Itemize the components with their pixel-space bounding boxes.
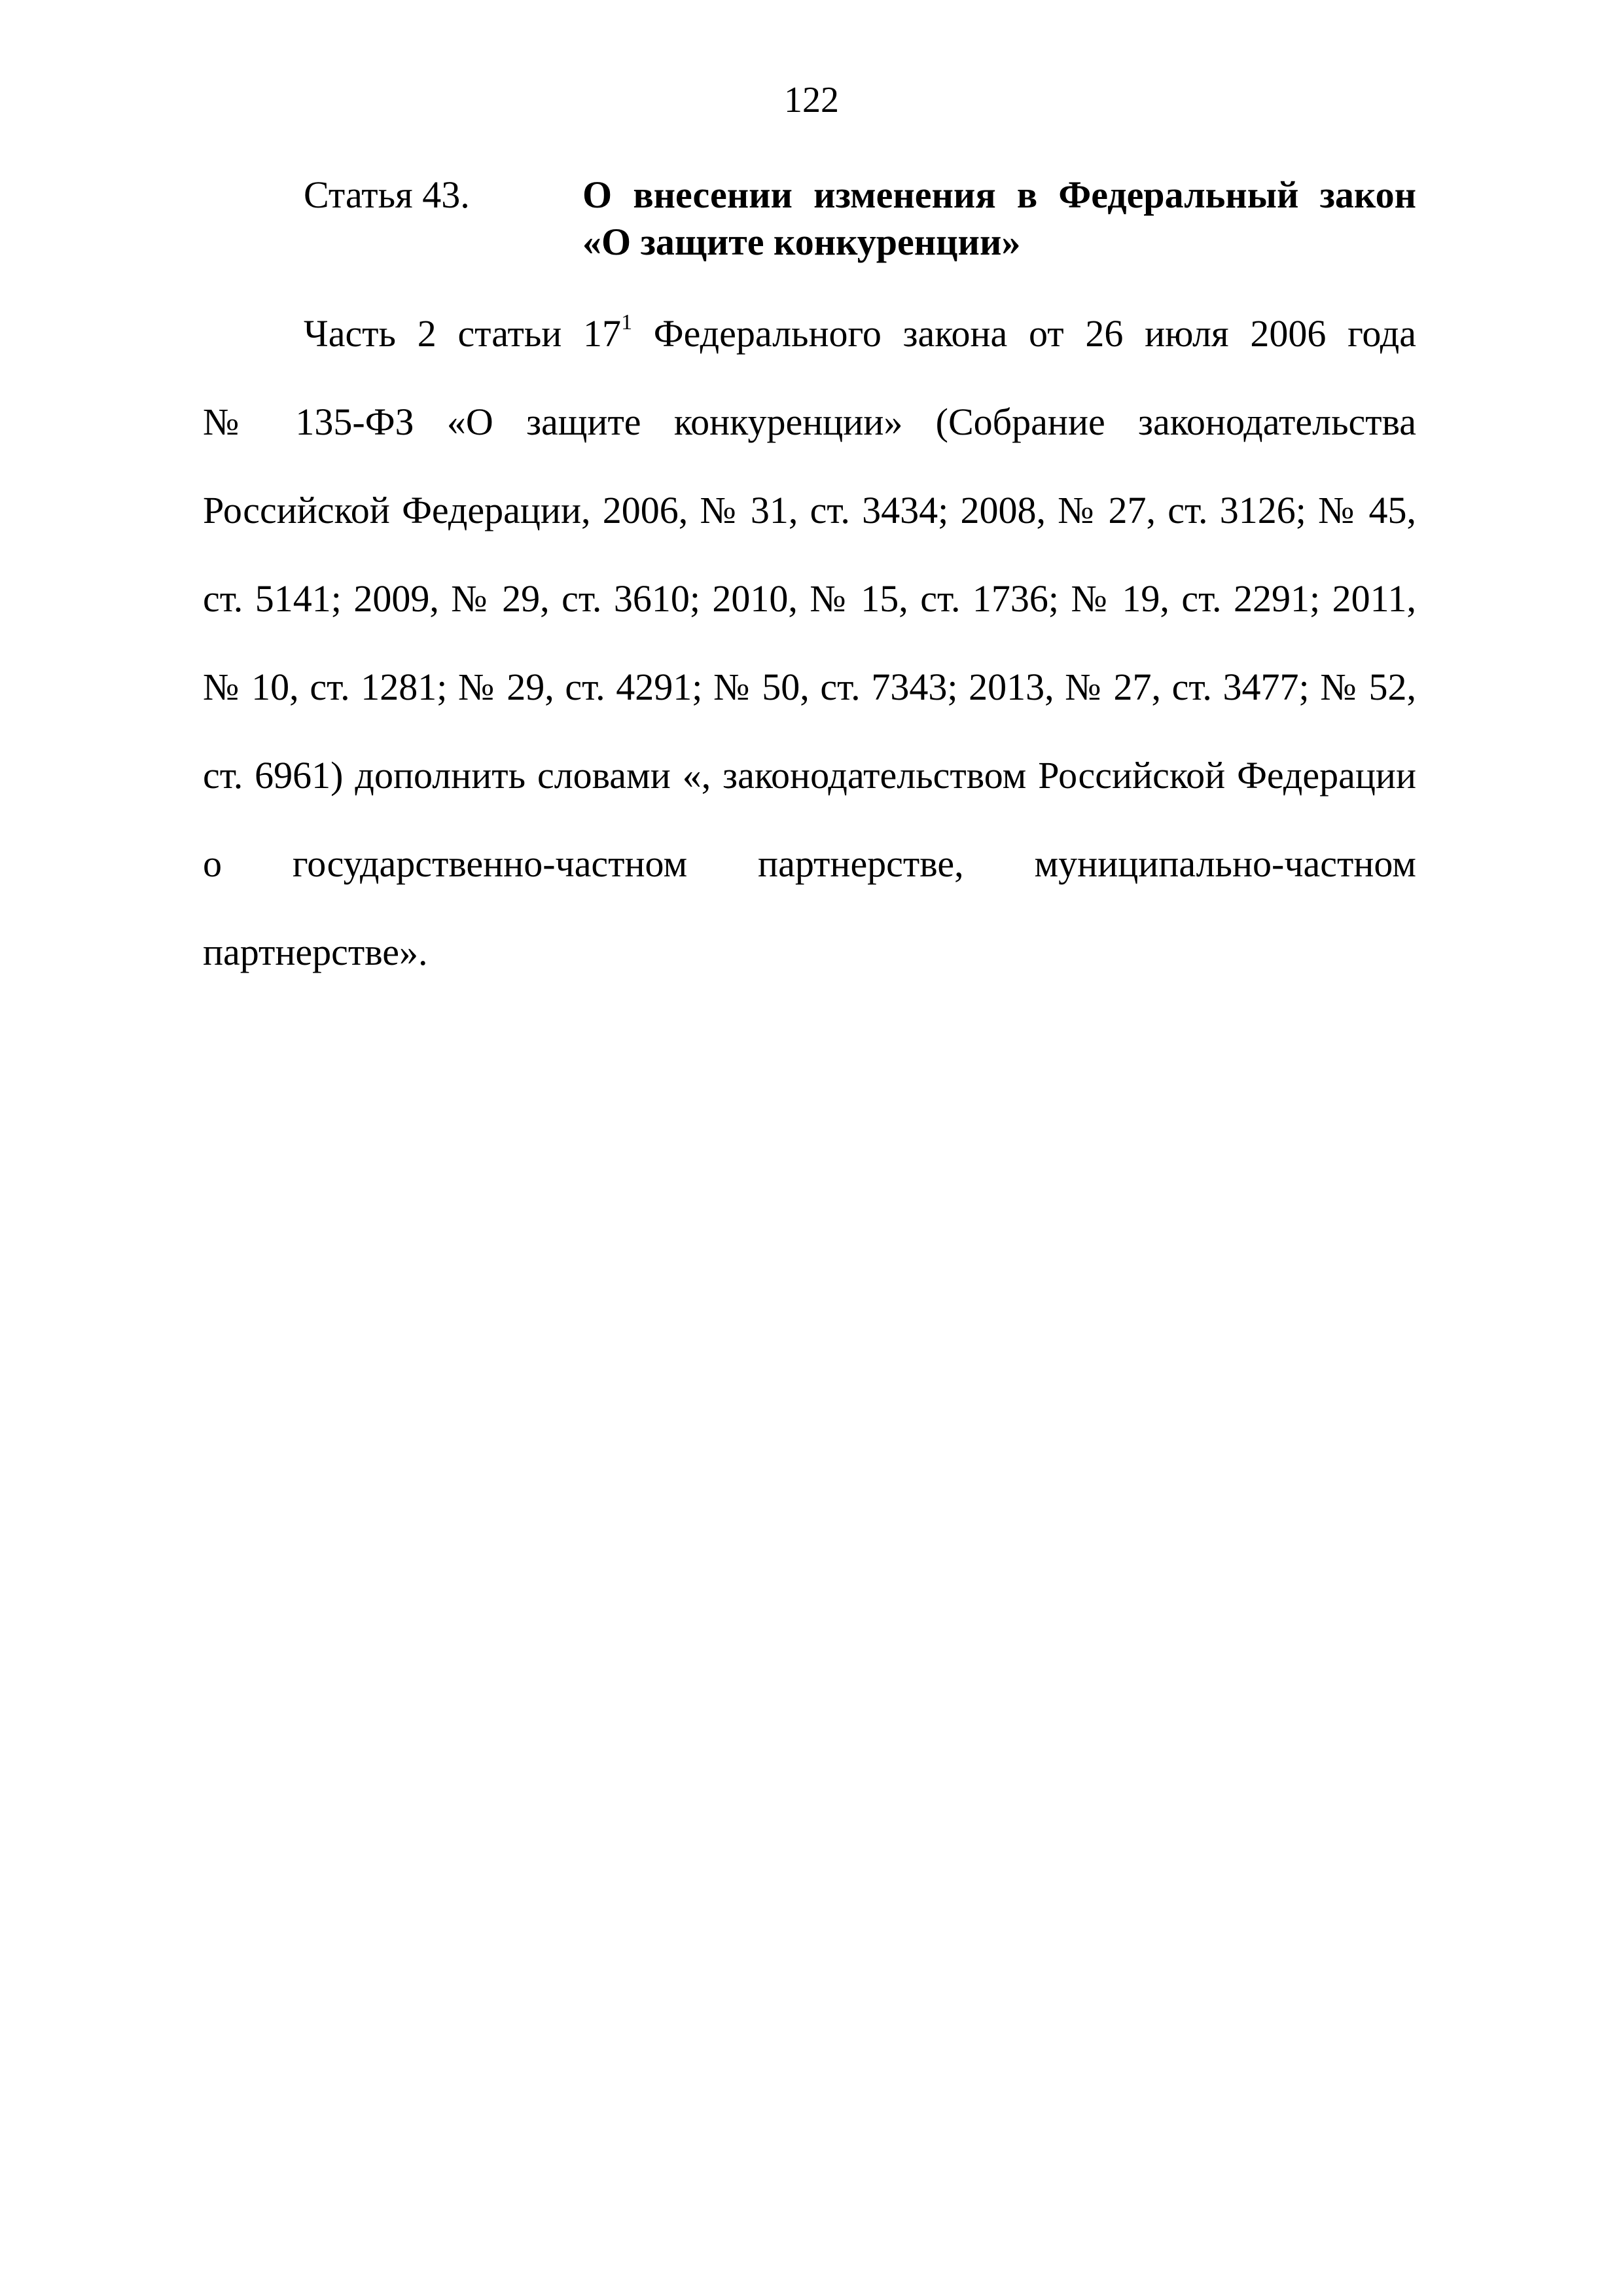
- body-line: № 135-ФЗ «О защите конкуренции» (Собрание законодательства: [203, 401, 1416, 443]
- body-line: № 10, ст. 1281; № 29, ст. 4291; № 50, ст. 7343; 2013, № 27, ст. 3477; № 52,: [203, 666, 1416, 708]
- article-header: [304, 171, 1416, 276]
- article-title-line: О внесении изменения в Федеральный закон: [582, 173, 1416, 216]
- article-title-line: «О защите конкуренции»: [582, 221, 1021, 263]
- article-label: Статья 43.: [304, 173, 470, 216]
- article-title: [582, 171, 1416, 266]
- body-line-text: Федерального закона от 26 июля 2006 года: [632, 312, 1417, 355]
- body-line: о государственно-частном партнерстве, муниципально-частном: [203, 842, 1416, 885]
- body-line-text: Часть 2 статьи 17: [304, 312, 622, 355]
- superscript: 1: [621, 310, 633, 334]
- article-body: [203, 308, 1416, 1014]
- body-line: Российской Федерации, 2006, № 31, ст. 3434; 2008, № 27, ст. 3126; № 45,: [203, 489, 1416, 531]
- body-line: [203, 308, 1416, 396]
- page-number: 122: [784, 80, 839, 120]
- body-line: ст. 5141; 2009, № 29, ст. 3610; 2010, № 15, ст. 1736; № 19, ст. 2291; 2011,: [203, 577, 1416, 620]
- body-line: ст. 6961) дополнить словами «, законодательством Российской Федерации: [203, 754, 1416, 797]
- body-line: партнерстве».: [203, 931, 428, 973]
